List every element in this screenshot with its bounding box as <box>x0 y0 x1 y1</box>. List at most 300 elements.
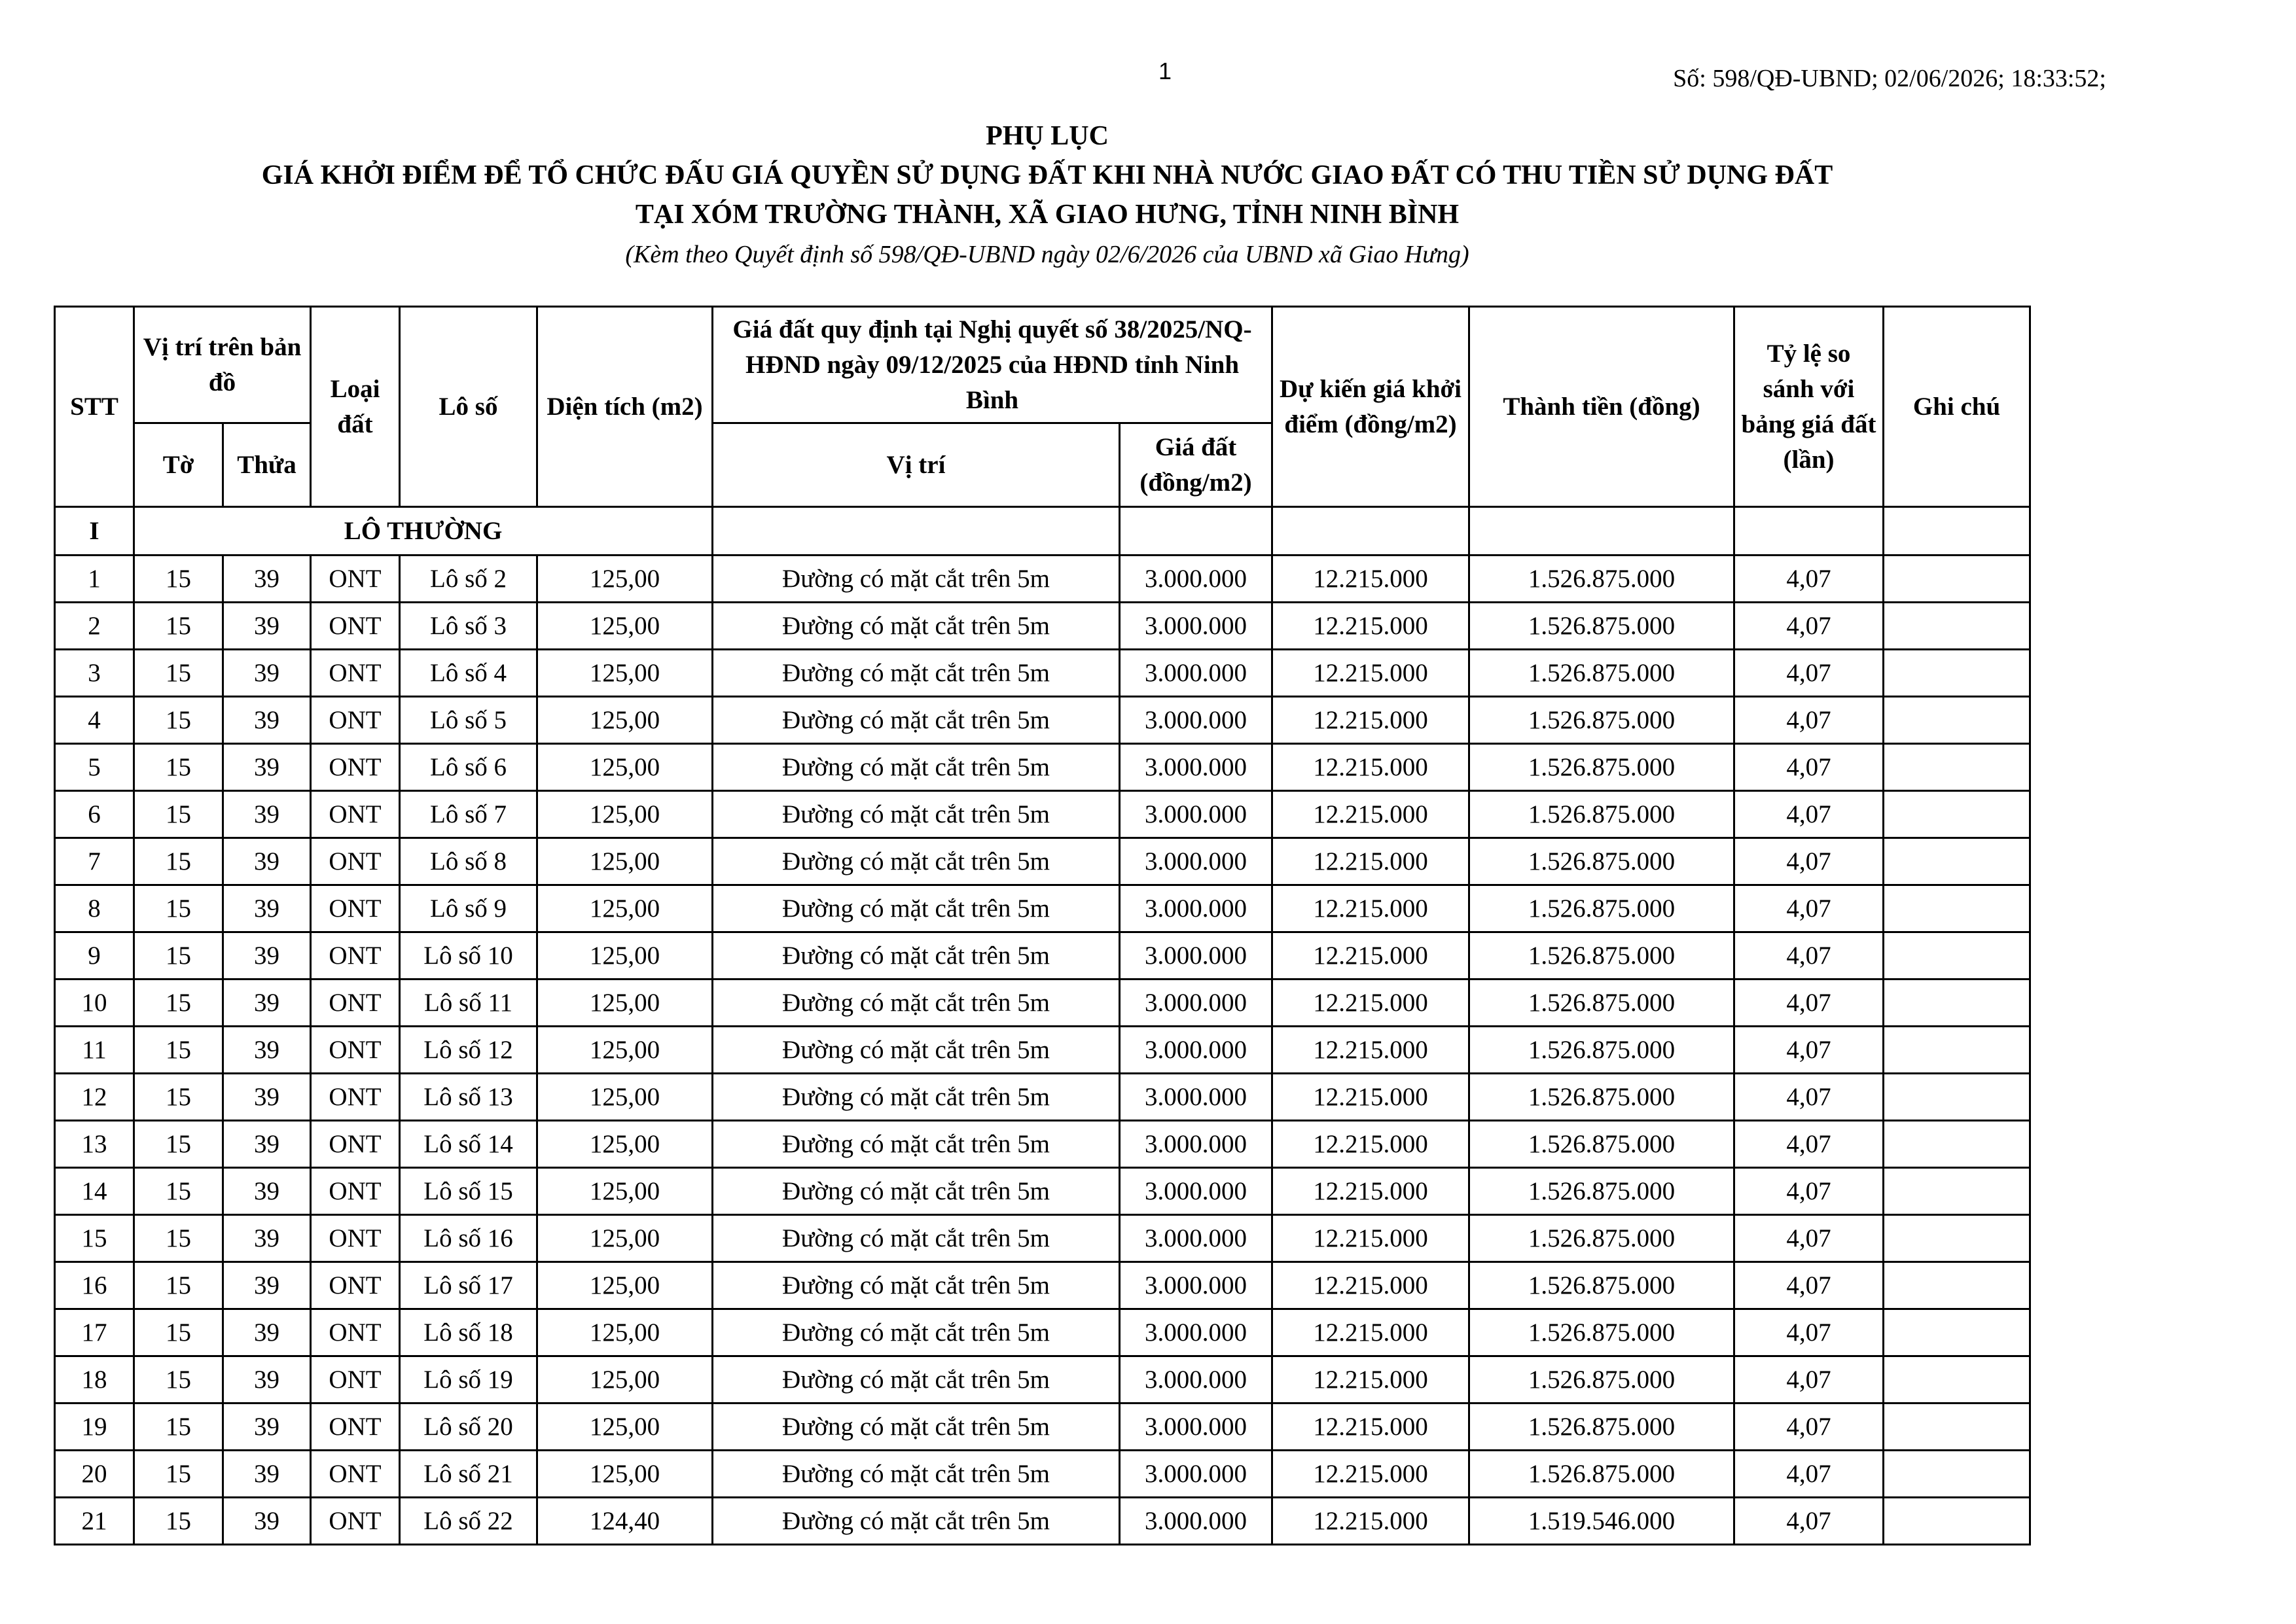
cell-ratio: 4,07 <box>1734 980 1884 1027</box>
section-roman: I <box>55 507 134 556</box>
cell-lot-number: Lô số 21 <box>400 1451 537 1498</box>
cell-notes <box>1884 1498 2030 1545</box>
cell-parcel: 39 <box>223 1451 311 1498</box>
cell-sheet: 15 <box>134 697 223 744</box>
cell-sheet: 15 <box>134 791 223 838</box>
cell-stt: 12 <box>55 1074 134 1121</box>
table-row <box>55 838 2030 885</box>
section-empty-cell <box>1272 507 1469 556</box>
header-land-price: Giá đất (đồng/m2) <box>1120 423 1272 507</box>
cell-starting-price: 12.215.000 <box>1272 791 1469 838</box>
cell-land-type: ONT <box>311 932 400 980</box>
cell-lot-number: Lô số 8 <box>400 838 537 885</box>
cell-sheet: 15 <box>134 1074 223 1121</box>
appendix-title-line-1: GIÁ KHỞI ĐIỂM ĐỂ TỔ CHỨC ĐẤU GIÁ QUYỀN SỬ DỤNG ĐẤT KHI NHÀ NƯỚC GIAO ĐẤT CÓ THU TIỀN SỬ DỤNG ĐẤT <box>261 160 1833 190</box>
cell-stt: 4 <box>55 697 134 744</box>
cell-total-amount: 1.526.875.000 <box>1469 980 1734 1027</box>
table-row <box>55 697 2030 744</box>
cell-starting-price: 12.215.000 <box>1272 932 1469 980</box>
cell-notes <box>1884 744 2030 791</box>
cell-stt: 1 <box>55 556 134 603</box>
cell-sheet: 15 <box>134 603 223 650</box>
cell-ratio: 4,07 <box>1734 697 1884 744</box>
cell-lot-number: Lô số 12 <box>400 1027 537 1074</box>
header-ratio: Tỷ lệ so sánh với bảng giá đất (lần) <box>1734 307 1884 507</box>
cell-area: 125,00 <box>537 556 713 603</box>
cell-stt: 19 <box>55 1403 134 1451</box>
header-map-position: Vị trí trên bản đồ <box>134 307 311 423</box>
cell-total-amount: 1.526.875.000 <box>1469 1403 1734 1451</box>
cell-notes <box>1884 932 2030 980</box>
cell-notes <box>1884 1074 2030 1121</box>
cell-stt: 16 <box>55 1262 134 1309</box>
cell-ratio: 4,07 <box>1734 1451 1884 1498</box>
cell-sheet: 15 <box>134 838 223 885</box>
cell-location: Đường có mặt cắt trên 5m <box>713 1403 1120 1451</box>
cell-parcel: 39 <box>223 1356 311 1403</box>
table-row <box>55 1074 2030 1121</box>
cell-location: Đường có mặt cắt trên 5m <box>713 791 1120 838</box>
cell-total-amount: 1.526.875.000 <box>1469 1168 1734 1215</box>
cell-starting-price: 12.215.000 <box>1272 1498 1469 1545</box>
cell-ratio: 4,07 <box>1734 650 1884 697</box>
table-row <box>55 1262 2030 1309</box>
cell-location: Đường có mặt cắt trên 5m <box>713 1262 1120 1309</box>
cell-parcel: 39 <box>223 697 311 744</box>
cell-starting-price: 12.215.000 <box>1272 744 1469 791</box>
cell-total-amount: 1.519.546.000 <box>1469 1498 1734 1545</box>
cell-sheet: 15 <box>134 1451 223 1498</box>
cell-starting-price: 12.215.000 <box>1272 1451 1469 1498</box>
cell-stt: 20 <box>55 1451 134 1498</box>
cell-notes <box>1884 838 2030 885</box>
cell-parcel: 39 <box>223 1309 311 1356</box>
cell-starting-price: 12.215.000 <box>1272 838 1469 885</box>
cell-ratio: 4,07 <box>1734 1074 1884 1121</box>
cell-ratio: 4,07 <box>1734 1027 1884 1074</box>
cell-sheet: 15 <box>134 1262 223 1309</box>
appendix-title-line-2: TẠI XÓM TRƯỜNG THÀNH, XÃ GIAO HƯNG, TỈNH NINH BÌNH <box>635 200 1460 230</box>
header-parcel: Thửa <box>223 423 311 507</box>
cell-land-price: 3.000.000 <box>1120 1121 1272 1168</box>
cell-notes <box>1884 1403 2030 1451</box>
cell-area: 125,00 <box>537 885 713 932</box>
cell-area: 125,00 <box>537 1121 713 1168</box>
cell-land-price: 3.000.000 <box>1120 1074 1272 1121</box>
cell-parcel: 39 <box>223 980 311 1027</box>
price-table <box>54 306 2031 1545</box>
section-empty-cell <box>1120 507 1272 556</box>
cell-location: Đường có mặt cắt trên 5m <box>713 1356 1120 1403</box>
cell-land-price: 3.000.000 <box>1120 980 1272 1027</box>
cell-total-amount: 1.526.875.000 <box>1469 1121 1734 1168</box>
cell-land-type: ONT <box>311 1027 400 1074</box>
cell-land-type: ONT <box>311 1356 400 1403</box>
cell-sheet: 15 <box>134 1309 223 1356</box>
table-row <box>55 744 2030 791</box>
cell-parcel: 39 <box>223 556 311 603</box>
cell-ratio: 4,07 <box>1734 1168 1884 1215</box>
cell-ratio: 4,07 <box>1734 885 1884 932</box>
cell-parcel: 39 <box>223 791 311 838</box>
cell-land-type: ONT <box>311 791 400 838</box>
cell-lot-number: Lô số 15 <box>400 1168 537 1215</box>
appendix-heading: PHỤ LỤC <box>986 121 1109 151</box>
table-body <box>55 507 2030 1545</box>
cell-lot-number: Lô số 18 <box>400 1309 537 1356</box>
document-reference: Số: 598/QĐ-UBND; 02/06/2026; 18:33:52; <box>1673 65 2106 92</box>
cell-land-type: ONT <box>311 1309 400 1356</box>
table-row <box>55 791 2030 838</box>
cell-lot-number: Lô số 16 <box>400 1215 537 1262</box>
header-location: Vị trí <box>713 423 1120 507</box>
cell-total-amount: 1.526.875.000 <box>1469 1215 1734 1262</box>
cell-area: 125,00 <box>537 697 713 744</box>
cell-land-price: 3.000.000 <box>1120 650 1272 697</box>
cell-parcel: 39 <box>223 1262 311 1309</box>
table-row <box>55 650 2030 697</box>
header-regulated-price: Giá đất quy định tại Nghị quyết số 38/2025/NQ-HĐND ngày 09/12/2025 của HĐND tỉnh Ninh Bình <box>713 307 1272 423</box>
cell-land-type: ONT <box>311 1215 400 1262</box>
cell-stt: 7 <box>55 838 134 885</box>
cell-location: Đường có mặt cắt trên 5m <box>713 1168 1120 1215</box>
cell-notes <box>1884 791 2030 838</box>
title-block <box>0 116 2094 275</box>
cell-ratio: 4,07 <box>1734 1215 1884 1262</box>
cell-lot-number: Lô số 5 <box>400 697 537 744</box>
cell-total-amount: 1.526.875.000 <box>1469 1309 1734 1356</box>
cell-notes <box>1884 697 2030 744</box>
cell-location: Đường có mặt cắt trên 5m <box>713 1309 1120 1356</box>
cell-land-price: 3.000.000 <box>1120 603 1272 650</box>
cell-parcel: 39 <box>223 838 311 885</box>
cell-land-type: ONT <box>311 1074 400 1121</box>
cell-area: 125,00 <box>537 1074 713 1121</box>
cell-land-price: 3.000.000 <box>1120 932 1272 980</box>
section-empty-cell <box>1469 507 1734 556</box>
cell-land-type: ONT <box>311 1262 400 1309</box>
cell-parcel: 39 <box>223 1215 311 1262</box>
cell-parcel: 39 <box>223 1403 311 1451</box>
cell-sheet: 15 <box>134 932 223 980</box>
table-row <box>55 932 2030 980</box>
cell-land-type: ONT <box>311 697 400 744</box>
cell-sheet: 15 <box>134 1215 223 1262</box>
cell-location: Đường có mặt cắt trên 5m <box>713 1215 1120 1262</box>
cell-lot-number: Lô số 9 <box>400 885 537 932</box>
cell-total-amount: 1.526.875.000 <box>1469 1451 1734 1498</box>
cell-area: 125,00 <box>537 1027 713 1074</box>
cell-starting-price: 12.215.000 <box>1272 1309 1469 1356</box>
cell-location: Đường có mặt cắt trên 5m <box>713 1451 1120 1498</box>
cell-lot-number: Lô số 19 <box>400 1356 537 1403</box>
cell-notes <box>1884 1309 2030 1356</box>
cell-stt: 3 <box>55 650 134 697</box>
table-row <box>55 1309 2030 1356</box>
cell-land-price: 3.000.000 <box>1120 1262 1272 1309</box>
cell-notes <box>1884 556 2030 603</box>
cell-sheet: 15 <box>134 556 223 603</box>
cell-lot-number: Lô số 20 <box>400 1403 537 1451</box>
cell-total-amount: 1.526.875.000 <box>1469 603 1734 650</box>
cell-area: 125,00 <box>537 744 713 791</box>
cell-sheet: 15 <box>134 885 223 932</box>
appendix-subtitle: (Kèm theo Quyết định số 598/QĐ-UBND ngày 02/6/2026 của UBND xã Giao Hưng) <box>625 241 1469 268</box>
cell-land-type: ONT <box>311 980 400 1027</box>
cell-area: 124,40 <box>537 1498 713 1545</box>
cell-starting-price: 12.215.000 <box>1272 556 1469 603</box>
cell-total-amount: 1.526.875.000 <box>1469 697 1734 744</box>
cell-starting-price: 12.215.000 <box>1272 1074 1469 1121</box>
cell-land-type: ONT <box>311 1403 400 1451</box>
cell-land-price: 3.000.000 <box>1120 1309 1272 1356</box>
cell-land-type: ONT <box>311 650 400 697</box>
cell-land-type: ONT <box>311 1498 400 1545</box>
cell-area: 125,00 <box>537 1356 713 1403</box>
header-area: Diện tích (m2) <box>537 307 713 507</box>
cell-land-price: 3.000.000 <box>1120 1451 1272 1498</box>
cell-lot-number: Lô số 10 <box>400 932 537 980</box>
cell-starting-price: 12.215.000 <box>1272 1168 1469 1215</box>
cell-land-price: 3.000.000 <box>1120 885 1272 932</box>
cell-ratio: 4,07 <box>1734 1121 1884 1168</box>
cell-ratio: 4,07 <box>1734 1309 1884 1356</box>
header-sheet: Tờ <box>134 423 223 507</box>
table-row <box>55 1027 2030 1074</box>
cell-ratio: 4,07 <box>1734 1498 1884 1545</box>
section-empty-cell <box>713 507 1120 556</box>
cell-location: Đường có mặt cắt trên 5m <box>713 556 1120 603</box>
header-starting-price: Dự kiến giá khởi điểm (đồng/m2) <box>1272 307 1469 507</box>
cell-starting-price: 12.215.000 <box>1272 980 1469 1027</box>
cell-sheet: 15 <box>134 650 223 697</box>
cell-notes <box>1884 1356 2030 1403</box>
cell-stt: 10 <box>55 980 134 1027</box>
cell-parcel: 39 <box>223 932 311 980</box>
cell-location: Đường có mặt cắt trên 5m <box>713 1074 1120 1121</box>
cell-sheet: 15 <box>134 1168 223 1215</box>
cell-area: 125,00 <box>537 1168 713 1215</box>
cell-lot-number: Lô số 6 <box>400 744 537 791</box>
cell-area: 125,00 <box>537 1403 713 1451</box>
cell-land-price: 3.000.000 <box>1120 744 1272 791</box>
cell-land-type: ONT <box>311 838 400 885</box>
cell-location: Đường có mặt cắt trên 5m <box>713 980 1120 1027</box>
header-land-type: Loại đất <box>311 307 400 507</box>
cell-total-amount: 1.526.875.000 <box>1469 650 1734 697</box>
cell-location: Đường có mặt cắt trên 5m <box>713 744 1120 791</box>
cell-starting-price: 12.215.000 <box>1272 885 1469 932</box>
cell-starting-price: 12.215.000 <box>1272 1215 1469 1262</box>
section-empty-cell <box>1884 507 2030 556</box>
cell-parcel: 39 <box>223 1121 311 1168</box>
header-lot-number: Lô số <box>400 307 537 507</box>
cell-starting-price: 12.215.000 <box>1272 697 1469 744</box>
cell-land-type: ONT <box>311 885 400 932</box>
cell-stt: 14 <box>55 1168 134 1215</box>
cell-notes <box>1884 603 2030 650</box>
cell-starting-price: 12.215.000 <box>1272 1121 1469 1168</box>
cell-lot-number: Lô số 4 <box>400 650 537 697</box>
cell-ratio: 4,07 <box>1734 1403 1884 1451</box>
table-row <box>55 1356 2030 1403</box>
cell-lot-number: Lô số 17 <box>400 1262 537 1309</box>
cell-ratio: 4,07 <box>1734 791 1884 838</box>
page-number: 1 <box>1158 58 1172 84</box>
header-stt: STT <box>55 307 134 507</box>
cell-notes <box>1884 1215 2030 1262</box>
cell-land-price: 3.000.000 <box>1120 1403 1272 1451</box>
cell-area: 125,00 <box>537 1215 713 1262</box>
cell-location: Đường có mặt cắt trên 5m <box>713 1121 1120 1168</box>
section-row <box>55 507 2030 556</box>
cell-starting-price: 12.215.000 <box>1272 1356 1469 1403</box>
table-row <box>55 1451 2030 1498</box>
cell-sheet: 15 <box>134 1027 223 1074</box>
cell-area: 125,00 <box>537 1262 713 1309</box>
cell-ratio: 4,07 <box>1734 932 1884 980</box>
table-row <box>55 1215 2030 1262</box>
cell-land-price: 3.000.000 <box>1120 697 1272 744</box>
cell-total-amount: 1.526.875.000 <box>1469 744 1734 791</box>
cell-land-type: ONT <box>311 744 400 791</box>
cell-land-type: ONT <box>311 1121 400 1168</box>
cell-land-type: ONT <box>311 603 400 650</box>
cell-location: Đường có mặt cắt trên 5m <box>713 603 1120 650</box>
cell-ratio: 4,07 <box>1734 744 1884 791</box>
cell-notes <box>1884 1262 2030 1309</box>
cell-stt: 18 <box>55 1356 134 1403</box>
cell-stt: 5 <box>55 744 134 791</box>
table-row <box>55 1121 2030 1168</box>
cell-location: Đường có mặt cắt trên 5m <box>713 838 1120 885</box>
header-notes: Ghi chú <box>1884 307 2030 507</box>
cell-total-amount: 1.526.875.000 <box>1469 1262 1734 1309</box>
cell-total-amount: 1.526.875.000 <box>1469 932 1734 980</box>
cell-parcel: 39 <box>223 1168 311 1215</box>
cell-sheet: 15 <box>134 1121 223 1168</box>
cell-parcel: 39 <box>223 885 311 932</box>
cell-area: 125,00 <box>537 838 713 885</box>
cell-land-price: 3.000.000 <box>1120 1027 1272 1074</box>
cell-total-amount: 1.526.875.000 <box>1469 791 1734 838</box>
cell-location: Đường có mặt cắt trên 5m <box>713 932 1120 980</box>
cell-parcel: 39 <box>223 1498 311 1545</box>
cell-parcel: 39 <box>223 1074 311 1121</box>
cell-ratio: 4,07 <box>1734 1356 1884 1403</box>
cell-notes <box>1884 885 2030 932</box>
cell-area: 125,00 <box>537 1451 713 1498</box>
cell-sheet: 15 <box>134 1356 223 1403</box>
cell-stt: 11 <box>55 1027 134 1074</box>
cell-notes <box>1884 650 2030 697</box>
table-row <box>55 556 2030 603</box>
cell-area: 125,00 <box>537 791 713 838</box>
cell-starting-price: 12.215.000 <box>1272 650 1469 697</box>
table-row <box>55 885 2030 932</box>
cell-parcel: 39 <box>223 1027 311 1074</box>
cell-notes <box>1884 1168 2030 1215</box>
cell-area: 125,00 <box>537 1309 713 1356</box>
cell-sheet: 15 <box>134 1403 223 1451</box>
cell-location: Đường có mặt cắt trên 5m <box>713 650 1120 697</box>
cell-stt: 6 <box>55 791 134 838</box>
cell-land-price: 3.000.000 <box>1120 791 1272 838</box>
table-row <box>55 603 2030 650</box>
section-label: LÔ THƯỜNG <box>134 507 713 556</box>
cell-total-amount: 1.526.875.000 <box>1469 1356 1734 1403</box>
cell-land-price: 3.000.000 <box>1120 1215 1272 1262</box>
cell-stt: 8 <box>55 885 134 932</box>
table-row <box>55 980 2030 1027</box>
cell-notes <box>1884 1451 2030 1498</box>
cell-land-type: ONT <box>311 556 400 603</box>
cell-total-amount: 1.526.875.000 <box>1469 885 1734 932</box>
cell-area: 125,00 <box>537 603 713 650</box>
cell-ratio: 4,07 <box>1734 1262 1884 1309</box>
cell-notes <box>1884 980 2030 1027</box>
cell-notes <box>1884 1121 2030 1168</box>
cell-starting-price: 12.215.000 <box>1272 603 1469 650</box>
cell-starting-price: 12.215.000 <box>1272 1027 1469 1074</box>
table-row <box>55 1168 2030 1215</box>
cell-notes <box>1884 1027 2030 1074</box>
cell-lot-number: Lô số 13 <box>400 1074 537 1121</box>
cell-parcel: 39 <box>223 650 311 697</box>
cell-area: 125,00 <box>537 650 713 697</box>
header-total-amount: Thành tiền (đồng) <box>1469 307 1734 507</box>
cell-land-type: ONT <box>311 1168 400 1215</box>
cell-land-price: 3.000.000 <box>1120 838 1272 885</box>
cell-stt: 9 <box>55 932 134 980</box>
cell-location: Đường có mặt cắt trên 5m <box>713 1498 1120 1545</box>
cell-stt: 15 <box>55 1215 134 1262</box>
cell-area: 125,00 <box>537 932 713 980</box>
cell-location: Đường có mặt cắt trên 5m <box>713 697 1120 744</box>
cell-land-price: 3.000.000 <box>1120 556 1272 603</box>
cell-sheet: 15 <box>134 980 223 1027</box>
cell-land-type: ONT <box>311 1451 400 1498</box>
cell-ratio: 4,07 <box>1734 556 1884 603</box>
header-row-1 <box>55 307 2030 423</box>
cell-lot-number: Lô số 3 <box>400 603 537 650</box>
cell-stt: 2 <box>55 603 134 650</box>
cell-starting-price: 12.215.000 <box>1272 1403 1469 1451</box>
cell-parcel: 39 <box>223 744 311 791</box>
cell-ratio: 4,07 <box>1734 838 1884 885</box>
cell-area: 125,00 <box>537 980 713 1027</box>
cell-lot-number: Lô số 11 <box>400 980 537 1027</box>
cell-total-amount: 1.526.875.000 <box>1469 1074 1734 1121</box>
cell-land-price: 3.000.000 <box>1120 1498 1272 1545</box>
cell-stt: 13 <box>55 1121 134 1168</box>
cell-lot-number: Lô số 22 <box>400 1498 537 1545</box>
cell-stt: 17 <box>55 1309 134 1356</box>
section-empty-cell <box>1734 507 1884 556</box>
cell-parcel: 39 <box>223 603 311 650</box>
cell-location: Đường có mặt cắt trên 5m <box>713 885 1120 932</box>
cell-location: Đường có mặt cắt trên 5m <box>713 1027 1120 1074</box>
cell-land-price: 3.000.000 <box>1120 1356 1272 1403</box>
cell-lot-number: Lô số 14 <box>400 1121 537 1168</box>
cell-sheet: 15 <box>134 1498 223 1545</box>
cell-lot-number: Lô số 2 <box>400 556 537 603</box>
table-row <box>55 1498 2030 1545</box>
cell-starting-price: 12.215.000 <box>1272 1262 1469 1309</box>
cell-total-amount: 1.526.875.000 <box>1469 556 1734 603</box>
cell-sheet: 15 <box>134 744 223 791</box>
table-row <box>55 1403 2030 1451</box>
